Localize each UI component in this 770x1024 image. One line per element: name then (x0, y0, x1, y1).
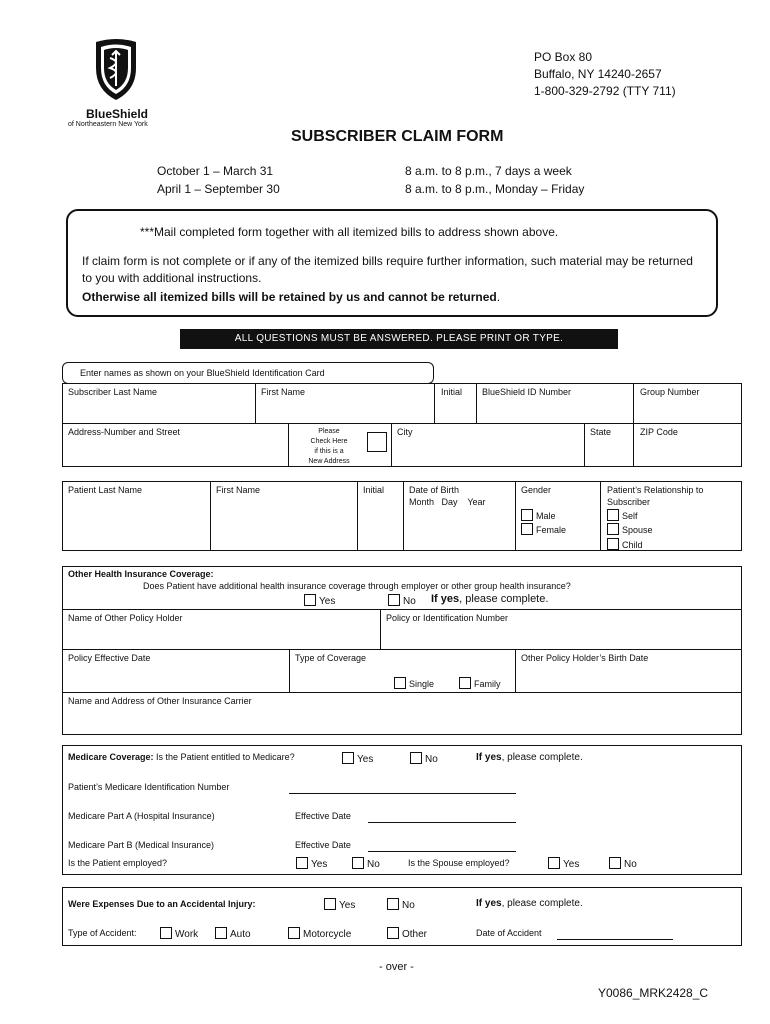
relationship-child-option[interactable]: Child (607, 538, 643, 550)
accident-yes-checkbox[interactable] (324, 898, 336, 910)
blueshield-id-field[interactable] (482, 400, 628, 420)
spouse-employed-yes-option[interactable]: Yes (548, 857, 579, 870)
policy-holder-field[interactable] (68, 626, 374, 646)
gender-label: Gender (521, 485, 552, 495)
accident-type-label: Type of Accident: (68, 928, 137, 938)
subscriber-tab-label: Enter names as shown on your BlueShield Identification Card (80, 368, 325, 378)
subscriber-last-name-label: Subscriber Last Name (68, 387, 158, 397)
hours-time-1: 8 a.m. to 8 p.m., 7 days a week (405, 164, 572, 178)
accident-question: Were Expenses Due to an Accidental Injury: (68, 899, 256, 909)
zip-field[interactable] (640, 440, 738, 464)
medicare-section (62, 745, 742, 875)
female-checkbox[interactable] (521, 523, 533, 535)
address-street-field[interactable] (68, 440, 284, 464)
family-checkbox[interactable] (459, 677, 471, 689)
single-checkbox[interactable] (394, 677, 406, 689)
medicare-part-a-label: Medicare Part A (Hospital Insurance) (68, 811, 215, 821)
group-number-field[interactable] (640, 400, 738, 420)
accident-other-option[interactable]: Other (387, 927, 427, 940)
state-field[interactable] (590, 440, 630, 464)
spouse-employed-no-option[interactable]: No (609, 857, 637, 870)
other-insurance-heading: Other Health Insurance Coverage: (68, 569, 214, 579)
medicare-part-b-label: Medicare Part B (Medical Insurance) (68, 840, 215, 850)
spouse-employed-label: Is the Spouse employed? (408, 858, 510, 868)
accident-if-yes: If yes, please complete. (476, 898, 583, 909)
address-line-1: PO Box 80 (534, 50, 593, 64)
subscriber-last-name-field[interactable] (68, 400, 248, 420)
group-number-label: Group Number (640, 387, 700, 397)
relationship-self-option[interactable]: Self (607, 509, 638, 521)
part-a-effective-date-label: Effective Date (295, 811, 351, 821)
holder-dob-label: Other Policy Holder’s Birth Date (521, 653, 649, 663)
new-address-note: Please Check Here if this is a New Address (308, 428, 350, 465)
accident-no-option[interactable]: No (387, 898, 415, 911)
hours-period-2: April 1 – September 30 (157, 182, 280, 196)
medicare-id-field[interactable] (289, 793, 516, 794)
notice-line-2: If claim form is not complete or if any of the itemized bills require further information, such material may be returned to you with additional instructions. (82, 254, 693, 285)
auto-checkbox[interactable] (215, 927, 227, 939)
patient-last-name-field[interactable] (68, 500, 206, 546)
coverage-type-label: Type of Coverage (295, 653, 367, 663)
other-insurance-no-checkbox[interactable] (388, 594, 400, 606)
notice-line-3: Otherwise all itemized bills will be retained by us and cannot be returned. (82, 290, 501, 304)
child-checkbox[interactable] (607, 538, 619, 550)
gender-female-option[interactable]: Female (521, 523, 566, 535)
brand-subtitle: of Northeastern New York (68, 121, 148, 128)
blueshield-shield-icon (92, 38, 140, 102)
patient-last-name-label: Patient Last Name (68, 485, 143, 495)
motorcycle-checkbox[interactable] (288, 927, 300, 939)
brand-name: BlueShield (86, 107, 149, 121)
relationship-spouse-option[interactable]: Spouse (607, 523, 653, 535)
medicare-yes-option[interactable]: Yes (342, 752, 373, 765)
address-street-label: Address-Number and Street (68, 427, 181, 437)
accident-date-label: Date of Accident (476, 928, 542, 938)
instructions-banner: ALL QUESTIONS MUST BE ANSWERED. PLEASE PRINT OR TYPE. (180, 329, 618, 349)
other-insurance-question: Does Patient have additional health insurance coverage through employer or other group health insurance? (143, 581, 571, 591)
patient-employed-yes-checkbox[interactable] (296, 857, 308, 869)
patient-employed-label: Is the Patient employed? (68, 858, 168, 868)
zip-label: ZIP Code (640, 427, 678, 437)
medicare-yes-checkbox[interactable] (342, 752, 354, 764)
medicare-if-yes: If yes, please complete. (476, 752, 583, 763)
patient-employed-no-checkbox[interactable] (352, 857, 364, 869)
new-address-checkbox[interactable] (367, 432, 387, 452)
patient-initial-field[interactable] (361, 500, 399, 546)
subscriber-first-name-label: First Name (261, 387, 306, 397)
spouse-employed-no-checkbox[interactable] (609, 857, 621, 869)
other-insurance-no-option[interactable]: No (388, 594, 416, 607)
city-label: City (397, 427, 413, 437)
holder-dob-field[interactable] (521, 666, 736, 688)
spouse-employed-yes-checkbox[interactable] (548, 857, 560, 869)
spouse-checkbox[interactable] (607, 523, 619, 535)
hours-time-2: 8 a.m. to 8 p.m., Monday – Friday (405, 182, 585, 196)
dob-parts-label: Month Day Year (409, 497, 486, 507)
notice-line-1: ***Mail completed form together with all itemized bills to address shown above. (140, 225, 559, 239)
accident-no-checkbox[interactable] (387, 898, 399, 910)
other-insurance-if-yes: If yes, please complete. (431, 593, 549, 605)
carrier-field[interactable] (68, 709, 736, 731)
subscriber-initial-label: Initial (441, 387, 463, 397)
accident-yes-option[interactable]: Yes (324, 898, 355, 911)
part-a-effective-date-field[interactable] (368, 822, 516, 823)
over-note: - over - (379, 961, 414, 973)
policy-id-field[interactable] (386, 626, 736, 646)
medicare-no-option[interactable]: No (410, 752, 438, 765)
patient-first-name-field[interactable] (216, 500, 352, 546)
carrier-label: Name and Address of Other Insurance Carrier (68, 696, 252, 706)
hours-period-1: October 1 – March 31 (157, 164, 274, 178)
dob-label: Date of Birth (409, 485, 460, 495)
medicare-id-label: Patient’s Medicare Identification Number (68, 782, 230, 792)
city-field[interactable] (397, 440, 579, 464)
coverage-family-option[interactable]: Family (459, 677, 501, 689)
coverage-single-option[interactable]: Single (394, 677, 434, 689)
gender-male-option[interactable]: Male (521, 509, 556, 521)
accident-motorcycle-option[interactable]: Motorcycle (288, 927, 351, 940)
work-checkbox[interactable] (160, 927, 172, 939)
dob-field[interactable] (407, 510, 511, 546)
subscriber-first-name-field[interactable] (261, 400, 429, 420)
medicare-no-checkbox[interactable] (410, 752, 422, 764)
other-insurance-yes-checkbox[interactable] (304, 594, 316, 606)
relationship-label-1: Patient’s Relationship to (607, 485, 704, 495)
phone-number: 1-800-329-2792 (TTY 711) (534, 84, 676, 98)
part-b-effective-date-field[interactable] (368, 851, 516, 852)
patient-initial-label: Initial (363, 485, 385, 495)
patient-first-name-label: First Name (216, 485, 261, 495)
address-line-2: Buffalo, NY 14240-2657 (534, 67, 662, 81)
policy-effective-date-field[interactable] (68, 666, 284, 688)
blueshield-id-label: BlueShield ID Number (482, 387, 572, 397)
form-code: Y0086_MRK2428_C (598, 986, 709, 1000)
medicare-question: Medicare Coverage: Is the Patient entitled to Medicare? (68, 752, 295, 762)
policy-holder-label: Name of Other Policy Holder (68, 613, 183, 623)
other-accident-checkbox[interactable] (387, 927, 399, 939)
part-b-effective-date-label: Effective Date (295, 840, 351, 850)
accident-date-field[interactable] (557, 939, 673, 940)
self-checkbox[interactable] (607, 509, 619, 521)
male-checkbox[interactable] (521, 509, 533, 521)
state-label: State (590, 427, 612, 437)
relationship-label-2: Subscriber (607, 497, 651, 507)
accident-work-option[interactable]: Work (160, 927, 198, 940)
subscriber-initial-field[interactable] (439, 400, 473, 420)
policy-id-label: Policy or Identification Number (386, 613, 509, 623)
accident-auto-option[interactable]: Auto (215, 927, 251, 940)
policy-effective-date-label: Policy Effective Date (68, 653, 151, 663)
form-title: SUBSCRIBER CLAIM FORM (291, 128, 504, 145)
patient-employed-no-option[interactable]: No (352, 857, 380, 870)
patient-employed-yes-option[interactable]: Yes (296, 857, 327, 870)
other-insurance-yes-option[interactable]: Yes (304, 594, 335, 607)
